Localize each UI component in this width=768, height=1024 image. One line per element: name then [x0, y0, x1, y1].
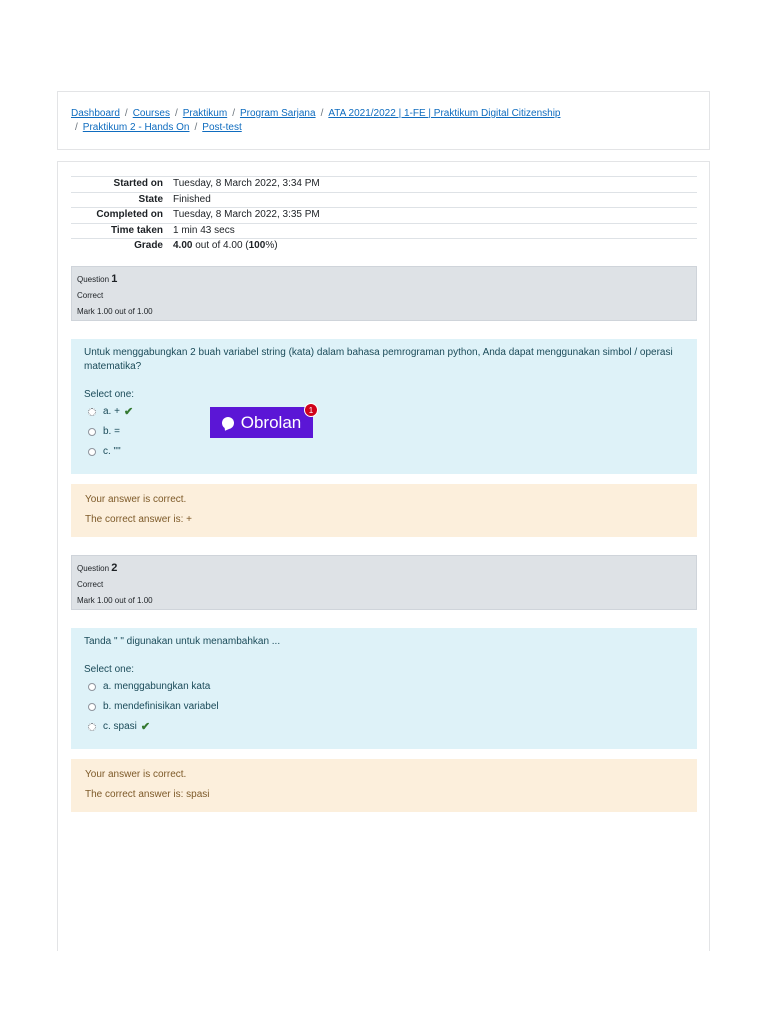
- time-taken-label: Time taken: [71, 223, 168, 239]
- question-status: Correct: [77, 291, 104, 300]
- started-value: Tuesday, 8 March 2022, 3:34 PM: [168, 177, 697, 193]
- breadcrumb-praktikum[interactable]: Praktikum: [182, 108, 228, 119]
- correct-answer-text: The correct answer is: +: [85, 514, 192, 525]
- question-text: Untuk menggabungkan 2 buah variabel string (kata) dalam bahasa pemrograman python, Anda dapat menggunakan simbol / operasi matematika?: [84, 347, 673, 372]
- option-label: b. mendefinisikan variabel: [103, 701, 219, 712]
- check-icon: ✔: [140, 721, 151, 733]
- breadcrumb: [71, 107, 701, 135]
- option-label: a. +: [103, 406, 120, 417]
- breadcrumb-courses[interactable]: Courses: [132, 108, 170, 119]
- question-2-content: [71, 628, 697, 749]
- check-icon: ✔: [123, 406, 134, 418]
- state-value: Finished: [168, 192, 697, 208]
- question-mark: Mark 1.00 out of 1.00: [77, 307, 153, 316]
- time-taken-value: 1 min 43 secs: [168, 223, 697, 239]
- feedback-text: Your answer is correct.: [85, 494, 187, 505]
- radio-icon[interactable]: [88, 683, 96, 691]
- answer-option-a[interactable]: [84, 402, 684, 422]
- chat-label: Obrolan: [240, 412, 302, 432]
- grade-score: 4.00: [173, 240, 193, 252]
- select-one-label: Select one:: [84, 664, 135, 675]
- answer-option-c[interactable]: [84, 717, 684, 737]
- grade-percent: 100: [248, 240, 266, 252]
- breadcrumb-separator: /: [75, 122, 78, 133]
- chat-bubble-icon: [222, 417, 234, 429]
- question-1-feedback: [71, 484, 697, 537]
- radio-icon[interactable]: [88, 448, 96, 456]
- answer-option-a[interactable]: [84, 677, 684, 697]
- quiz-review-card: [57, 161, 710, 951]
- question-2-info: [71, 555, 697, 610]
- question-label: Question: [77, 564, 110, 573]
- breadcrumb-post-test[interactable]: Post-test: [202, 122, 242, 133]
- completed-label: Completed on: [71, 208, 168, 224]
- answer-option-c[interactable]: [84, 442, 684, 462]
- option-label: c. "": [103, 446, 121, 457]
- summary-row-time: [71, 223, 697, 239]
- breadcrumb-program-sarjana[interactable]: Program Sarjana: [239, 108, 316, 119]
- radio-icon[interactable]: [88, 703, 96, 711]
- option-label: b. =: [103, 426, 120, 437]
- option-label: c. spasi: [103, 721, 137, 732]
- completed-value: Tuesday, 8 March 2022, 3:35 PM: [168, 208, 697, 224]
- option-label: a. menggabungkan kata: [103, 681, 211, 692]
- question-text: Tanda " " digunakan untuk menambahkan ...: [84, 636, 281, 647]
- breadcrumb-course[interactable]: ATA 2021/2022 | 1-FE | Praktikum Digital Citizenship: [328, 108, 561, 119]
- question-status: Correct: [77, 580, 104, 589]
- select-one-label: Select one:: [84, 389, 135, 400]
- grade-value: [168, 239, 697, 254]
- question-mark: Mark 1.00 out of 1.00: [77, 596, 153, 605]
- started-label: Started on: [71, 177, 168, 193]
- radio-icon[interactable]: [88, 428, 96, 436]
- breadcrumb-separator: /: [194, 122, 198, 133]
- summary-row-state: [71, 192, 697, 208]
- breadcrumb-section[interactable]: Praktikum 2 - Hands On: [82, 122, 190, 133]
- breadcrumb-separator: /: [124, 108, 128, 119]
- breadcrumb-separator: /: [320, 108, 324, 119]
- question-2-feedback: [71, 759, 697, 812]
- summary-row-started: [71, 177, 697, 193]
- summary-row-completed: [71, 208, 697, 224]
- attempt-summary-table: [71, 176, 697, 254]
- correct-answer-text: The correct answer is: spasi: [85, 789, 210, 800]
- radio-icon[interactable]: [88, 408, 96, 416]
- breadcrumb-separator: /: [232, 108, 235, 119]
- breadcrumb-dashboard[interactable]: Dashboard: [71, 108, 120, 119]
- question-number: 2: [111, 562, 118, 574]
- grade-percent-sign: %): [265, 240, 278, 252]
- feedback-text: Your answer is correct.: [85, 769, 187, 780]
- grade-label: Grade: [71, 239, 168, 254]
- breadcrumb-separator: /: [174, 108, 178, 119]
- grade-out-of: out of 4.00 (: [195, 240, 249, 252]
- notification-badge: 1: [304, 403, 318, 417]
- question-number: 1: [111, 273, 118, 285]
- state-label: State: [71, 192, 168, 208]
- chat-button[interactable]: [210, 407, 313, 438]
- question-1-content: [71, 339, 697, 474]
- answer-option-b[interactable]: [84, 697, 684, 717]
- question-label: Question: [77, 275, 110, 284]
- summary-row-grade: [71, 239, 697, 254]
- radio-icon[interactable]: [88, 723, 96, 731]
- question-1-info: [71, 266, 697, 321]
- answer-option-b[interactable]: [84, 422, 684, 442]
- breadcrumb-card: [57, 91, 710, 150]
